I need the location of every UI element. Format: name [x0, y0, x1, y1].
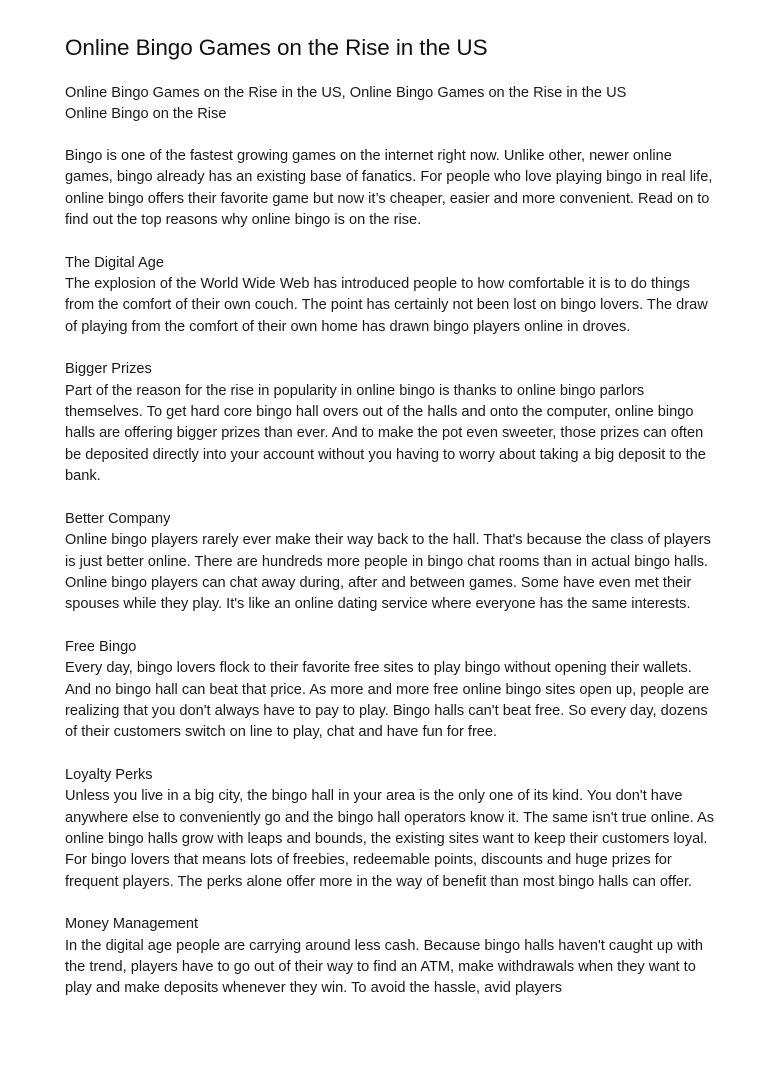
- section-heading: Bigger Prizes: [65, 361, 152, 378]
- section-body: The explosion of the World Wide Web has introduced people to how comfortable it is to do things from the comfort of their own couch. The point has certainly not been lost on bingo lovers. The draw of playing from the comfort of their own home has drawn bingo players online in droves.: [65, 276, 708, 335]
- intro-line: Online Bingo on the Rise: [65, 106, 227, 122]
- section-body: Every day, bingo lovers flock to their favorite free sites to play bingo without opening their wallets. And no bingo hall can beat that price. As more and more free online bingo sites open up, people are realizing that you don't always have to pay to play. Bingo halls can't beat free. So every day, dozens of their customers switch on line to play, chat and have fun for free.: [65, 660, 710, 741]
- section-digital-age: [65, 253, 715, 339]
- section-heading: Free Bingo: [65, 638, 137, 655]
- section-body: Online bingo players rarely ever make their way back to the hall. That's because the class of players is just better online. There are hundreds more people in bingo chat rooms than in actual bingo halls. Online bingo players can chat away during, after and between games. Some have even met their spouses while they play. It's like an online dating service where everyone has the same interests.: [65, 532, 711, 613]
- section-body: In the digital age people are carrying around less cash. Because bingo halls haven't caught up with the trend, players have to go out of their way to find an ATM, make withdrawals when they want to play and make deposits whenever they win. To avoid the hassle, avid players: [65, 937, 704, 997]
- section-better-company: [65, 509, 715, 616]
- section-heading: Loyalty Perks: [65, 766, 153, 783]
- intro-block: [65, 83, 715, 125]
- section-heading: The Digital Age: [65, 254, 164, 271]
- section-loyalty-perks: [65, 765, 715, 893]
- document-page: [65, 33, 715, 1000]
- document-title: Online Bingo Games on the Rise in the US: [65, 35, 488, 60]
- section-body: Unless you live in a big city, the bingo hall in your area is the only one of its kind. You don't have anywhere else to conveniently go and the bingo hall operators know it. The same isn't true online. As online bingo halls grow with leaps and bounds, the existing sites want to keep their customers loyal. For bingo lovers that means lots of freebies, redeemable points, discounts and huge prizes for frequent players. The perks alone offer more in the way of benefit than most bingo halls can offer.: [65, 788, 715, 890]
- intro-line: Online Bingo Games on the Rise in the US, Online Bingo Games on the Rise in the US: [65, 85, 627, 101]
- section-bigger-prizes: [65, 359, 715, 487]
- section-heading: Money Management: [65, 916, 199, 933]
- section-free-bingo: [65, 637, 715, 744]
- section-heading: Better Company: [65, 510, 171, 527]
- opening-paragraph: Bingo is one of the fastest growing games on the internet right now. Unlike other, newer online games, bingo already has an existing base of fanatics. For people who love playing bingo in real life, online bingo offers their favorite game but now it’s cheaper, easier and more convenient. Read on to find out the top reasons why online bingo is on the rise.: [65, 148, 713, 229]
- section-money-management: [65, 914, 715, 1000]
- section-body: Part of the reason for the rise in popularity in online bingo is thanks to online bingo parlors themselves. To get hard core bingo hall overs out of the halls and onto the computer, online bingo halls are offering bigger prizes than ever. And to make the pot even sweeter, those prizes can often be deposited directly into your account without you having to worry about taking a big deposit to the bank.: [65, 382, 706, 485]
